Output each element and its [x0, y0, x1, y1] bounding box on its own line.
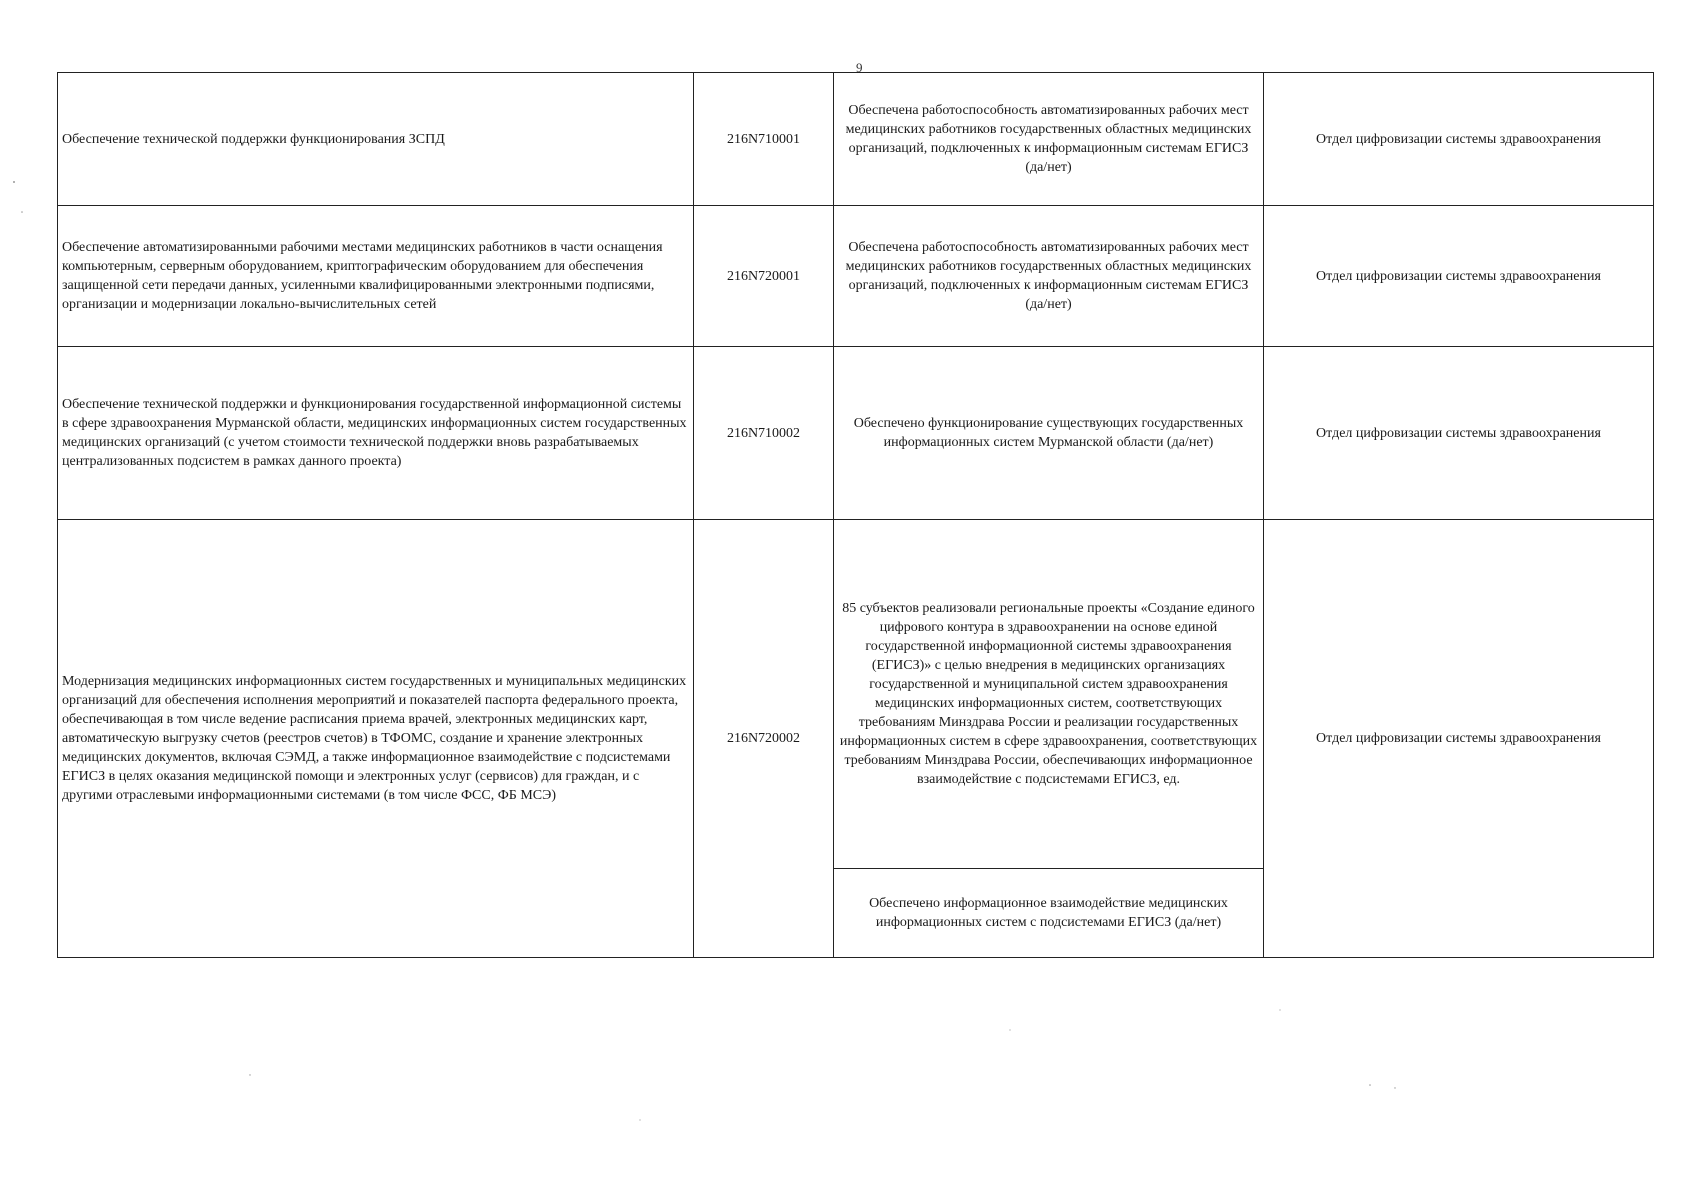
department-cell: Отдел цифровизации системы здравоохранения — [1264, 73, 1654, 206]
scan-speck — [1394, 1087, 1395, 1088]
scan-speck — [1369, 1084, 1371, 1086]
department-cell: Отдел цифровизации системы здравоохранения — [1264, 347, 1654, 520]
code-cell: 216N720002 — [694, 520, 834, 958]
scan-speck — [249, 1074, 250, 1075]
scan-speck — [21, 211, 23, 213]
activities-table — [57, 72, 1654, 958]
code-cell: 216N710001 — [694, 73, 834, 206]
scan-speck — [13, 181, 15, 183]
activity-cell: Модернизация медицинских информационных систем государственных и муниципальных медицинских организаций для обеспечения исполнения мероприятий и показателей паспорта федерального проекта, обеспечивающая в том числе ведение расписания приема врачей, электронных медицинских карт, автоматическую выгрузку счетов (реестров счетов) в ТФОМС, создание и хранение электронных медицинских документов, включая СЭМД, а также информационное взаимодействие с подсистемами ЕГИСЗ в целях оказания медицинской помощи и электронных услуг (сервисов) для граждан, и с другими отраслевыми информационными системами (в том числе ФСС, ФБ МСЭ) — [58, 520, 694, 958]
table-row — [58, 347, 1654, 520]
scan-speck — [1279, 1009, 1280, 1010]
table-row — [58, 520, 1654, 869]
result-cell: Обеспечена работоспособность автоматизированных рабочих мест медицинских работников государственных областных медицинских организаций, подключенных к информационным системам ЕГИСЗ (да/нет) — [834, 73, 1264, 206]
table-row — [58, 206, 1654, 347]
scan-speck — [1009, 1029, 1010, 1030]
code-cell: 216N710002 — [694, 347, 834, 520]
department-cell: Отдел цифровизации системы здравоохранения — [1264, 206, 1654, 347]
activity-cell: Обеспечение автоматизированными рабочими местами медицинских работников в части оснащения компьютерным, серверным оборудованием, криптографическим оборудованием для обеспечения защищенной сети передачи данных, усиленными квалифицированными электронными подписями, организации и модернизации локально-вычислительных сетей — [58, 206, 694, 347]
scan-speck — [639, 1119, 640, 1120]
result-cell: 85 субъектов реализовали региональные проекты «Создание единого цифрового контура в здравоохранении на основе единой государственной информационной системы здравоохранения (ЕГИСЗ)» с целью внедрения в медицинских организациях государственной и муниципальной систем здравоохранения медицинских информационных систем, соответствующих требованиям Минздрава России и реализации государственных информационных систем в сфере здравоохранения, соответствующих требованиям Минздрава России, обеспечивающих информационное взаимодействие с подсистемами ЕГИСЗ, ед. — [834, 520, 1264, 869]
result-cell: Обеспечено информационное взаимодействие медицинских информационных систем с подсистемами ЕГИСЗ (да/нет) — [834, 869, 1264, 958]
result-cell: Обеспечена работоспособность автоматизированных рабочих мест медицинских работников государственных областных медицинских организаций, подключенных к информационным системам ЕГИСЗ (да/нет) — [834, 206, 1264, 347]
page-number: 9 — [856, 60, 863, 75]
activity-cell: Обеспечение технической поддержки и функционирования государственной информационной системы в сфере здравоохранения Мурманской области, медицинских информационных систем государственных медицинских организаций (с учетом стоимости технической поддержки вновь разрабатываемых централизованных подсистем в рамках данного проекта) — [58, 347, 694, 520]
activity-cell: Обеспечение технической поддержки функционирования ЗСПД — [58, 73, 694, 206]
department-cell: Отдел цифровизации системы здравоохранения — [1264, 520, 1654, 958]
code-cell: 216N720001 — [694, 206, 834, 347]
result-cell: Обеспечено функционирование существующих государственных информационных систем Мурманской области (да/нет) — [834, 347, 1264, 520]
table-row — [58, 73, 1654, 206]
